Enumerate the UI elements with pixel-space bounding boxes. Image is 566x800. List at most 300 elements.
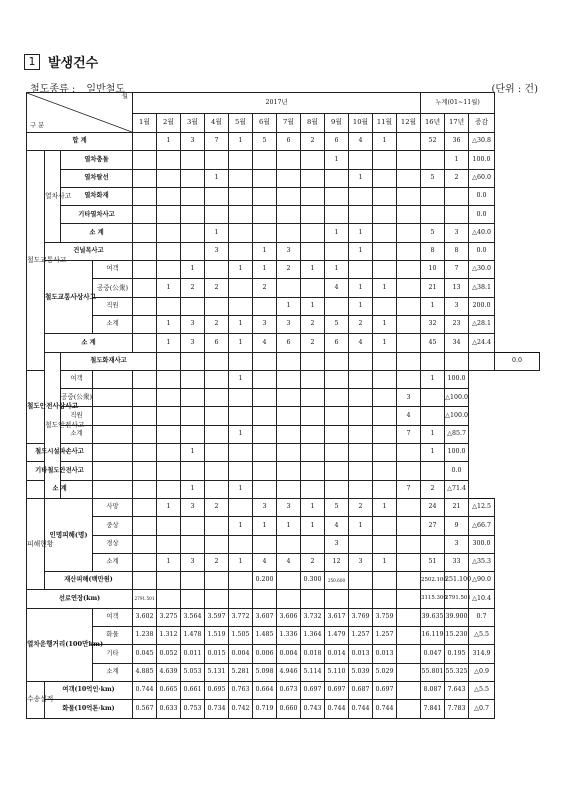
- data-cell: [181, 590, 205, 608]
- data-cell: 1: [181, 261, 205, 279]
- data-cell: [277, 206, 301, 224]
- data-cell: [397, 645, 421, 663]
- data-cell: 0.0: [495, 352, 540, 370]
- row-label: 소계: [93, 315, 133, 333]
- data-cell: 1.257: [373, 627, 397, 645]
- data-cell: [301, 151, 325, 169]
- data-cell: [469, 352, 495, 370]
- data-cell: [229, 462, 253, 480]
- data-cell: [93, 444, 133, 462]
- data-cell: 1: [301, 261, 325, 279]
- data-cell: 1.238: [133, 627, 157, 645]
- table-row: [27, 279, 540, 297]
- data-cell: [301, 389, 325, 407]
- data-cell: 8: [421, 242, 445, 260]
- data-cell: 1: [325, 224, 349, 242]
- data-cell: 3.607: [253, 608, 277, 626]
- table-row: [27, 370, 540, 388]
- data-cell: [157, 480, 181, 498]
- unit-label: (단위 : 건): [491, 84, 538, 95]
- data-cell: [277, 590, 301, 608]
- data-cell: [93, 370, 133, 388]
- data-cell: [133, 370, 157, 388]
- data-cell: 45: [421, 334, 445, 352]
- data-cell: [301, 444, 325, 462]
- data-cell: 100.0: [445, 370, 469, 388]
- cumulative-group-header: 누계(01~11월): [421, 93, 495, 114]
- table-row: [27, 444, 540, 462]
- data-cell: △40.0: [469, 224, 495, 242]
- data-cell: [373, 535, 397, 553]
- data-cell: [445, 187, 469, 205]
- data-cell: [445, 352, 469, 370]
- data-cell: [421, 352, 445, 370]
- data-cell: [349, 151, 373, 169]
- data-cell: △66.7: [469, 517, 495, 535]
- data-cell: [157, 462, 181, 480]
- data-cell: [421, 407, 445, 425]
- data-cell: [445, 206, 469, 224]
- data-cell: [325, 187, 349, 205]
- data-cell: [421, 187, 445, 205]
- data-cell: 5.114: [301, 663, 325, 681]
- data-cell: 7.783: [445, 700, 469, 718]
- data-cell: [373, 224, 397, 242]
- data-cell: [397, 370, 421, 388]
- data-cell: 2: [421, 480, 445, 498]
- month-header: 10월: [349, 114, 373, 133]
- row-label: 화물: [93, 627, 133, 645]
- data-cell: [397, 700, 421, 718]
- row-label: 철도시설파손사고: [27, 444, 93, 462]
- data-cell: [397, 663, 421, 681]
- data-cell: 7: [205, 133, 229, 151]
- data-cell: 1: [277, 517, 301, 535]
- data-cell: 0.015: [205, 645, 229, 663]
- data-cell: 3.275: [157, 608, 181, 626]
- data-cell: [253, 462, 277, 480]
- data-cell: 7: [397, 425, 421, 443]
- data-cell: 5.029: [373, 663, 397, 681]
- data-cell: 1: [421, 444, 445, 462]
- data-cell: [325, 206, 349, 224]
- data-cell: 0.0: [469, 206, 495, 224]
- row-label-total: 합 계: [27, 133, 133, 151]
- data-cell: 4: [253, 553, 277, 571]
- data-cell: [133, 572, 157, 590]
- data-cell: [277, 535, 301, 553]
- data-cell: 3.597: [205, 608, 229, 626]
- data-cell: 1: [349, 224, 373, 242]
- data-cell: [373, 590, 397, 608]
- data-cell: 1: [157, 279, 181, 297]
- data-cell: [349, 480, 373, 498]
- data-cell: [157, 169, 181, 187]
- data-cell: [205, 297, 229, 315]
- data-cell: 51: [421, 553, 445, 571]
- data-cell: [397, 462, 421, 480]
- data-cell: 1: [373, 279, 397, 297]
- data-cell: 0.200: [253, 572, 277, 590]
- data-cell: 5.281: [229, 663, 253, 681]
- data-cell: [229, 187, 253, 205]
- data-cell: 7.841: [421, 700, 445, 718]
- table-row: [27, 681, 540, 699]
- data-cell: 0.697: [373, 681, 397, 699]
- data-cell: [253, 389, 277, 407]
- data-cell: 1: [157, 315, 181, 333]
- data-cell: 0.013: [349, 645, 373, 663]
- data-cell: 0.011: [181, 645, 205, 663]
- data-cell: 4: [397, 407, 421, 425]
- data-cell: 0.661: [181, 681, 205, 699]
- data-cell: [397, 206, 421, 224]
- data-cell: 1: [229, 133, 253, 151]
- data-cell: [157, 187, 181, 205]
- data-cell: 3: [181, 334, 205, 352]
- data-cell: 0.660: [277, 700, 301, 718]
- data-cell: 1.519: [205, 627, 229, 645]
- table-row: [27, 535, 540, 553]
- data-cell: 3: [181, 315, 205, 333]
- data-cell: [397, 681, 421, 699]
- data-cell: 100.0: [469, 151, 495, 169]
- data-cell: 6: [325, 334, 349, 352]
- data-cell: 1: [157, 498, 181, 516]
- table-row: [27, 572, 540, 590]
- data-cell: 0.052: [157, 645, 181, 663]
- data-cell: [205, 517, 229, 535]
- data-cell: 3: [181, 553, 205, 571]
- data-cell: [229, 407, 253, 425]
- data-cell: [397, 151, 421, 169]
- data-cell: 5.131: [205, 663, 229, 681]
- data-cell: [373, 572, 397, 590]
- table-row: [27, 645, 540, 663]
- data-cell: 0.300: [301, 572, 325, 590]
- data-cell: [229, 572, 253, 590]
- data-cell: 3: [445, 297, 469, 315]
- row-label: 공중(公衆): [93, 279, 133, 297]
- data-cell: 1: [421, 425, 445, 443]
- data-cell: [253, 590, 277, 608]
- data-cell: [349, 370, 373, 388]
- data-cell: [397, 279, 421, 297]
- data-cell: 1: [229, 480, 253, 498]
- data-cell: 5: [253, 133, 277, 151]
- row-label: 소계: [93, 553, 133, 571]
- month-header: 5월: [229, 114, 253, 133]
- data-cell: [157, 261, 181, 279]
- data-cell: 1: [325, 151, 349, 169]
- data-cell: △85.7: [445, 425, 469, 443]
- section-title: [24, 52, 98, 71]
- data-cell: 0.734: [205, 700, 229, 718]
- data-cell: 1: [229, 261, 253, 279]
- data-cell: [373, 517, 397, 535]
- data-cell: 3: [181, 498, 205, 516]
- data-cell: [205, 425, 229, 443]
- month-header: 7월: [277, 114, 301, 133]
- data-cell: 1: [301, 297, 325, 315]
- data-cell: [325, 462, 349, 480]
- data-cell: [253, 425, 277, 443]
- data-cell: [229, 352, 253, 370]
- row-label: 열차화재: [61, 187, 133, 205]
- data-cell: 0.004: [229, 645, 253, 663]
- data-cell: [373, 352, 397, 370]
- data-cell: [205, 444, 229, 462]
- data-cell: 0.763: [229, 681, 253, 699]
- data-cell: 1: [229, 334, 253, 352]
- data-cell: 4: [349, 334, 373, 352]
- data-cell: 4: [349, 133, 373, 151]
- data-cell: 0.665: [157, 681, 181, 699]
- data-cell: 2502.100: [421, 572, 445, 590]
- data-cell: 3: [397, 389, 421, 407]
- data-cell: 10: [421, 261, 445, 279]
- data-cell: [397, 315, 421, 333]
- data-cell: [133, 553, 157, 571]
- data-cell: [421, 206, 445, 224]
- data-cell: [133, 279, 157, 297]
- data-cell: [277, 169, 301, 187]
- data-cell: [373, 187, 397, 205]
- data-cell: 34: [445, 334, 469, 352]
- data-cell: 2: [301, 315, 325, 333]
- data-cell: 55.325: [445, 663, 469, 681]
- section-title-text: 발생건수: [48, 56, 99, 71]
- data-cell: 0.744: [373, 700, 397, 718]
- data-cell: 3.759: [373, 608, 397, 626]
- data-cell: [181, 151, 205, 169]
- data-cell: 2: [301, 553, 325, 571]
- data-cell: [253, 535, 277, 553]
- data-cell: [229, 242, 253, 260]
- data-cell: 13: [445, 279, 469, 297]
- data-cell: 1.479: [325, 627, 349, 645]
- data-cell: [349, 187, 373, 205]
- data-cell: 21: [445, 498, 469, 516]
- table-row: [27, 261, 540, 279]
- data-cell: 6: [277, 334, 301, 352]
- data-cell: 0.018: [301, 645, 325, 663]
- data-cell: [277, 352, 301, 370]
- data-cell: [373, 407, 397, 425]
- data-cell: [93, 480, 133, 498]
- data-cell: 2791.501: [445, 590, 469, 608]
- data-cell: [157, 517, 181, 535]
- table-row: [27, 224, 540, 242]
- data-cell: 0.697: [325, 681, 349, 699]
- data-cell: 7: [445, 261, 469, 279]
- row-label: 열차탈선: [61, 169, 133, 187]
- data-cell: 100.0: [445, 444, 469, 462]
- data-cell: 4.946: [277, 663, 301, 681]
- table-row: [27, 206, 540, 224]
- data-cell: 2: [301, 133, 325, 151]
- data-cell: 0.0: [445, 462, 469, 480]
- data-cell: [253, 297, 277, 315]
- table-row: [27, 627, 540, 645]
- row-label: 공중(公衆): [61, 389, 93, 407]
- data-cell: 0.195: [445, 645, 469, 663]
- data-cell: [277, 151, 301, 169]
- data-cell: [253, 206, 277, 224]
- data-cell: △38.1: [469, 279, 495, 297]
- data-cell: [301, 370, 325, 388]
- data-cell: 5: [421, 224, 445, 242]
- data-cell: [133, 389, 157, 407]
- data-cell: 0.004: [277, 645, 301, 663]
- row-label: 여객: [61, 370, 93, 388]
- data-cell: [181, 389, 205, 407]
- data-cell: 5.039: [349, 663, 373, 681]
- data-cell: 1: [349, 517, 373, 535]
- data-cell: 2: [205, 553, 229, 571]
- data-cell: [133, 407, 157, 425]
- table-row: [27, 297, 540, 315]
- data-cell: [277, 462, 301, 480]
- data-cell: 1: [373, 315, 397, 333]
- data-cell: 1: [325, 261, 349, 279]
- data-cell: [205, 352, 229, 370]
- data-cell: [373, 480, 397, 498]
- data-cell: 36: [445, 133, 469, 151]
- data-cell: [229, 279, 253, 297]
- month-header: 12월: [397, 114, 421, 133]
- data-cell: [373, 151, 397, 169]
- data-cell: [301, 480, 325, 498]
- data-cell: [93, 407, 133, 425]
- data-cell: 0.0: [469, 187, 495, 205]
- cumulative-header: 증감: [469, 114, 495, 133]
- data-cell: [277, 279, 301, 297]
- data-cell: 0.045: [133, 645, 157, 663]
- data-cell: 1: [445, 151, 469, 169]
- data-cell: 1.312: [157, 627, 181, 645]
- data-cell: [205, 590, 229, 608]
- data-cell: [325, 169, 349, 187]
- data-cell: [133, 480, 157, 498]
- row-label-subtotal: 소 계: [61, 224, 133, 242]
- data-cell: △35.3: [469, 553, 495, 571]
- table-row: [27, 334, 540, 352]
- data-cell: [133, 517, 157, 535]
- data-cell: [133, 133, 157, 151]
- data-cell: [277, 480, 301, 498]
- data-cell: 4: [325, 279, 349, 297]
- data-cell: [181, 517, 205, 535]
- data-cell: 1: [229, 425, 253, 443]
- data-cell: [421, 151, 445, 169]
- data-cell: [397, 187, 421, 205]
- group-railway-traffic-casualty: 철도교통사상사고: [45, 261, 93, 334]
- data-cell: 1: [349, 279, 373, 297]
- row-label: 철도화재사고: [61, 352, 157, 370]
- data-cell: 1: [181, 480, 205, 498]
- data-cell: [349, 590, 373, 608]
- data-cell: 0.0: [469, 242, 495, 260]
- data-cell: 2791.501: [133, 590, 157, 608]
- data-cell: [93, 389, 133, 407]
- data-cell: [301, 242, 325, 260]
- data-cell: 2: [277, 261, 301, 279]
- data-cell: 39.900: [445, 608, 469, 626]
- table-row: [27, 352, 540, 370]
- data-cell: 6: [325, 133, 349, 151]
- data-cell: [397, 297, 421, 315]
- table-row: [27, 407, 540, 425]
- data-cell: 5: [325, 498, 349, 516]
- data-cell: [253, 151, 277, 169]
- data-cell: 1.336: [277, 627, 301, 645]
- year-group-header: 2017년: [133, 93, 421, 114]
- data-cell: 3: [253, 498, 277, 516]
- data-cell: 3: [445, 535, 469, 553]
- data-cell: [421, 389, 445, 407]
- data-cell: [229, 151, 253, 169]
- data-cell: [181, 462, 205, 480]
- data-cell: [205, 261, 229, 279]
- data-cell: 3: [277, 498, 301, 516]
- data-cell: 2: [253, 279, 277, 297]
- data-cell: [205, 407, 229, 425]
- row-label: 여객(10억인·km): [45, 681, 133, 699]
- data-cell: 4: [325, 517, 349, 535]
- data-cell: [205, 370, 229, 388]
- data-cell: 24: [421, 498, 445, 516]
- month-header: 2월: [157, 114, 181, 133]
- data-cell: 15.230: [445, 627, 469, 645]
- row-label: 직원: [93, 297, 133, 315]
- data-cell: [277, 389, 301, 407]
- data-cell: △100.0: [445, 407, 469, 425]
- data-cell: 0.744: [325, 700, 349, 718]
- data-cell: [301, 425, 325, 443]
- data-cell: 1: [301, 517, 325, 535]
- data-cell: [157, 352, 181, 370]
- data-cell: 0.7: [469, 608, 495, 626]
- data-cell: [349, 352, 373, 370]
- row-label: 직원: [61, 407, 93, 425]
- table-row: [27, 517, 540, 535]
- data-cell: 0.006: [253, 645, 277, 663]
- data-cell: [181, 224, 205, 242]
- row-label: 여객: [93, 261, 133, 279]
- data-cell: [157, 206, 181, 224]
- data-cell: 3.769: [349, 608, 373, 626]
- data-cell: 7: [397, 480, 421, 498]
- data-cell: [349, 444, 373, 462]
- data-cell: 32: [421, 315, 445, 333]
- data-cell: [133, 169, 157, 187]
- data-cell: 1: [253, 242, 277, 260]
- group-railway-traffic: 철도교통사고: [27, 151, 45, 371]
- data-cell: 0.744: [133, 681, 157, 699]
- data-cell: 0.047: [421, 645, 445, 663]
- table-row: [27, 187, 540, 205]
- data-cell: 4: [253, 334, 277, 352]
- data-cell: [157, 224, 181, 242]
- data-cell: [253, 224, 277, 242]
- data-cell: [157, 425, 181, 443]
- data-cell: 4: [277, 553, 301, 571]
- data-cell: △10.4: [469, 590, 495, 608]
- data-cell: [157, 407, 181, 425]
- data-cell: [157, 444, 181, 462]
- data-cell: 1: [157, 334, 181, 352]
